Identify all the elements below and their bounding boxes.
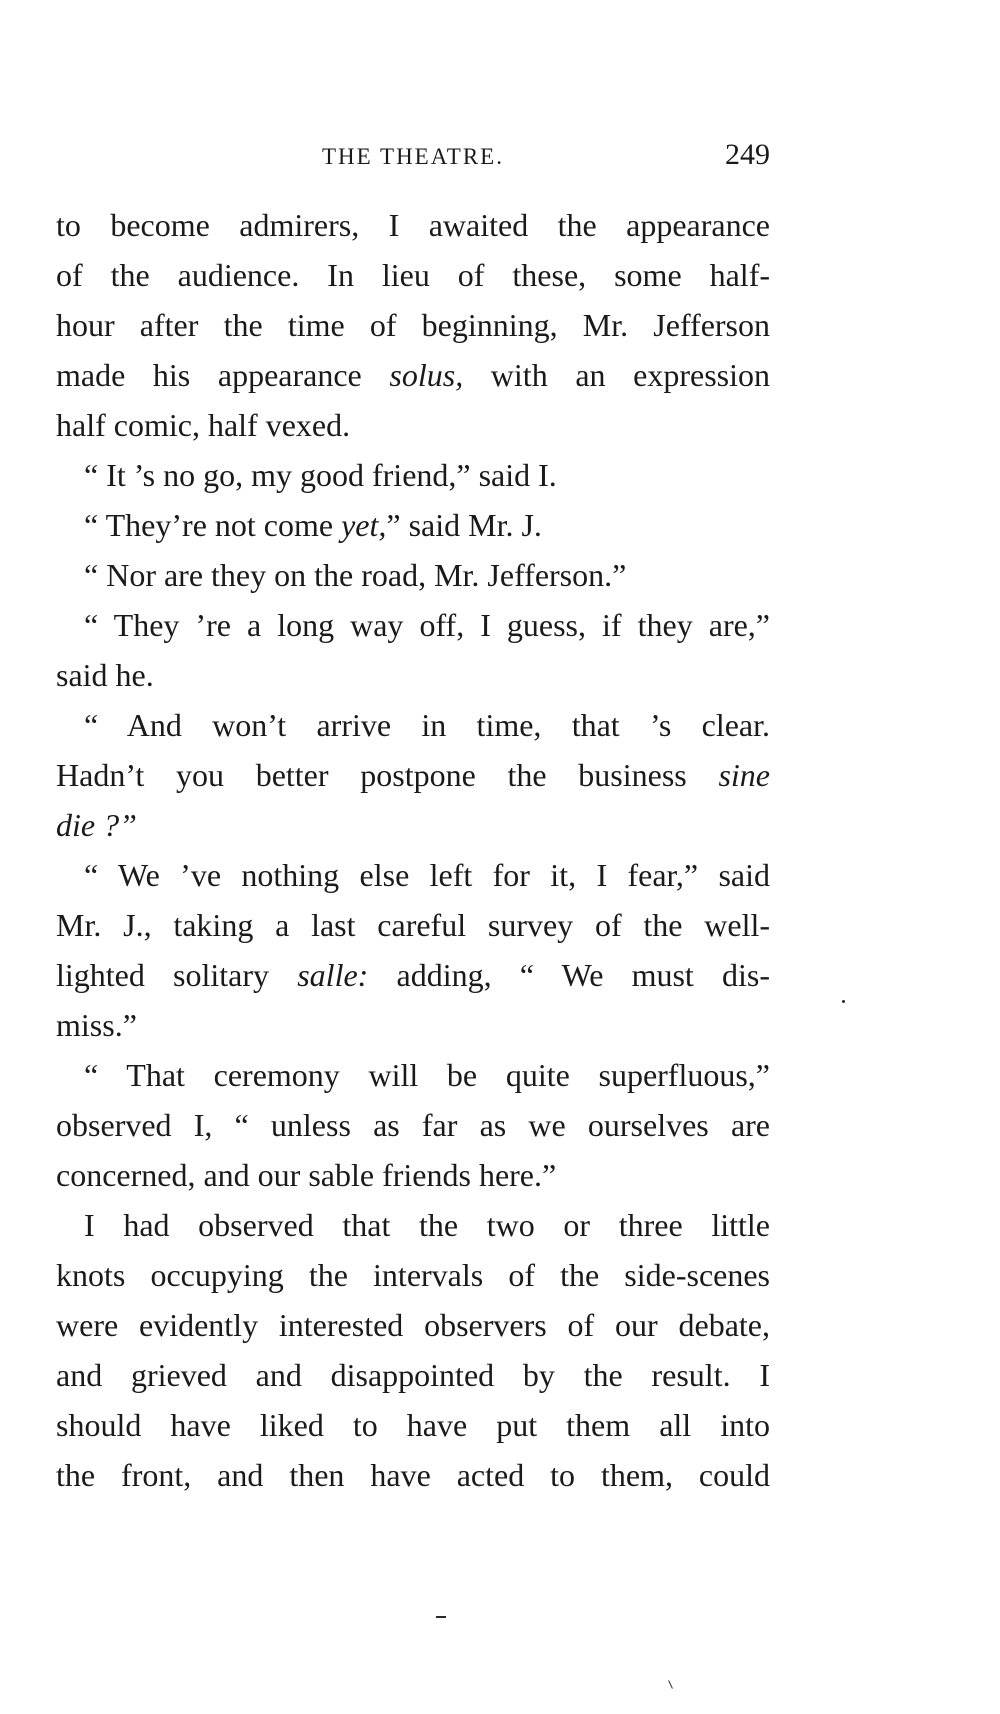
paragraph-7 <box>56 850 770 1050</box>
italic-word: solus, <box>389 357 464 393</box>
text-line: the front, and then have acted to them, could <box>56 1457 770 1493</box>
text-line <box>56 500 770 550</box>
ink-speck <box>668 1680 673 1689</box>
text-run: Hadn’t you better postpone the business <box>56 757 719 793</box>
text-line: should have liked to have put them all into <box>56 1407 770 1443</box>
text-run: with an expression <box>463 357 771 393</box>
paragraph-5 <box>56 600 770 700</box>
text-line: “ Nor are they on the road, Mr. Jefferson.” <box>84 557 627 593</box>
text-run: ” said Mr. J. <box>386 507 542 543</box>
paragraph-8 <box>56 1050 770 1200</box>
text-run: adding, “ We must dis- <box>368 957 771 993</box>
text-line: of the audience. In lieu of these, some half- <box>56 257 770 293</box>
italic-word: salle: <box>297 957 369 993</box>
ink-speck <box>436 1616 446 1618</box>
paragraph-3 <box>56 500 770 550</box>
paragraph-4 <box>56 550 770 600</box>
text-line: Mr. J., taking a last careful survey of the well- <box>56 907 770 943</box>
text-line: concerned, and our sable friends here.” <box>56 1157 557 1193</box>
text-line: hour after the time of beginning, Mr. Jefferson <box>56 307 770 343</box>
text-line: were evidently interested observers of our debate, <box>56 1307 770 1343</box>
running-title: THE THEATRE. <box>321 144 504 169</box>
body-text <box>56 200 770 1500</box>
text-line: miss.” <box>56 1007 137 1043</box>
page-header <box>56 138 770 178</box>
text-run: “ They’re not come <box>84 507 342 543</box>
italic-word: sine <box>718 757 770 793</box>
text-line: “ It ’s no go, my good friend,” said I. <box>84 457 557 493</box>
text-line <box>56 750 770 800</box>
paragraph-9 <box>56 1200 770 1500</box>
text-line: die ?” <box>56 807 137 843</box>
text-line <box>56 950 770 1000</box>
text-line: I had observed that the two or three little <box>84 1207 770 1243</box>
text-line: half comic, half vexed. <box>56 407 351 443</box>
italic-word: yet, <box>341 507 387 543</box>
text-line: to become admirers, I awaited the appearance <box>56 207 770 243</box>
text-line: “ They ’re a long way off, I guess, if they are,” <box>84 607 770 643</box>
paragraph-6 <box>56 700 770 850</box>
paragraph-2 <box>56 450 770 500</box>
text-line: “ That ceremony will be quite superfluous,” <box>84 1057 770 1093</box>
text-line: “ We ’ve nothing else left for it, I fear,” said <box>84 857 770 893</box>
text-run: made his appearance <box>56 357 390 393</box>
text-line: knots occupying the intervals of the side-scenes <box>56 1257 770 1293</box>
ink-speck <box>842 1000 845 1003</box>
text-run: lighted solitary <box>56 957 298 993</box>
text-line: observed I, “ unless as far as we ourselves are <box>56 1107 770 1143</box>
text-line: said he. <box>56 657 154 693</box>
text-line: and grieved and disappointed by the result. I <box>56 1357 770 1393</box>
paragraph-1 <box>56 200 770 450</box>
page-number: 249 <box>725 138 770 171</box>
text-line: “ And won’t arrive in time, that ’s clear. <box>84 707 770 743</box>
text-line <box>56 350 770 400</box>
